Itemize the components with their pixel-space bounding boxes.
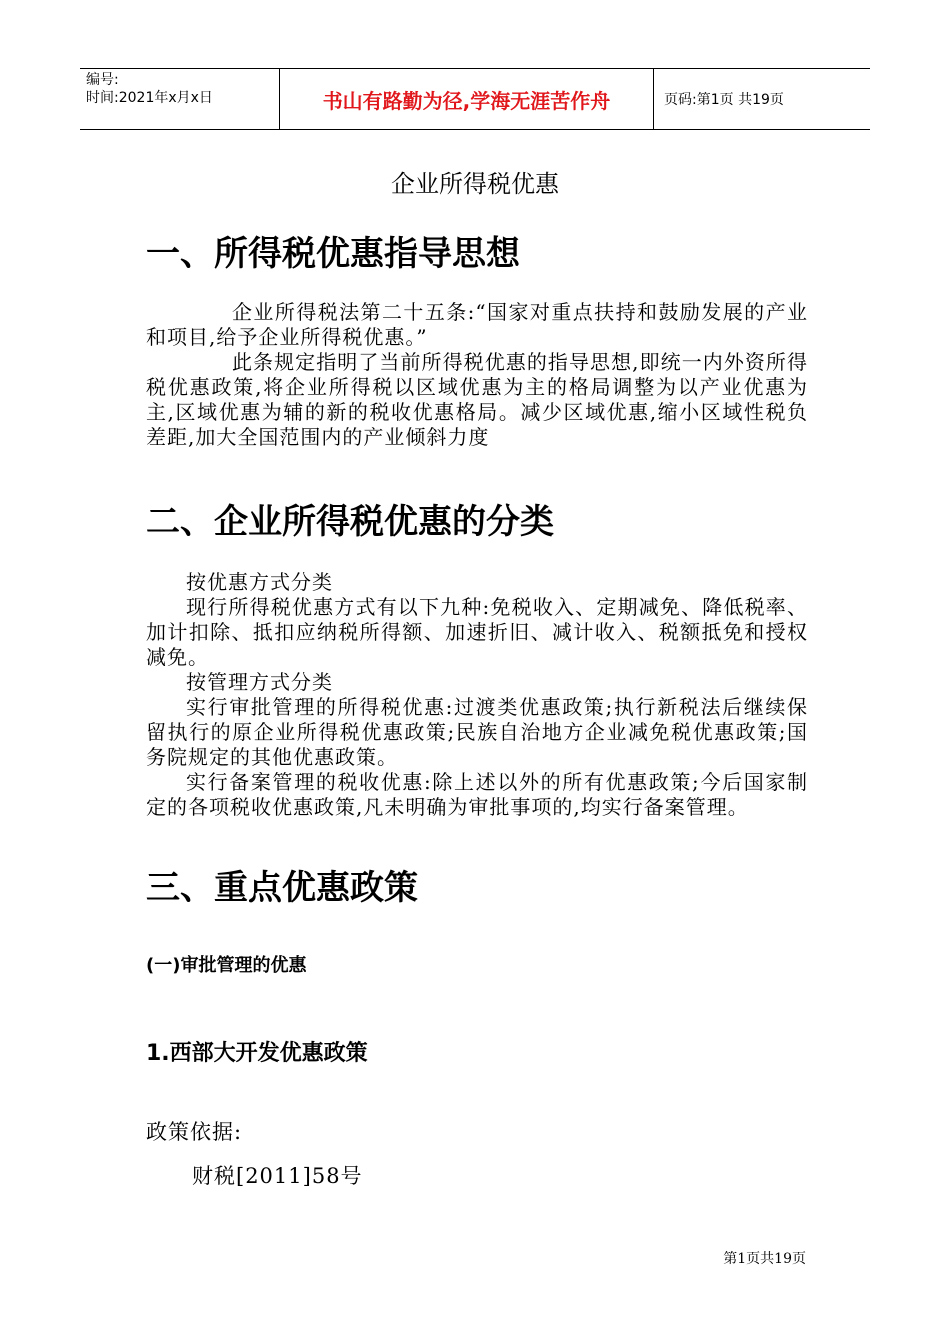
header-meta-cell [80, 69, 280, 129]
paragraph-law-article: 企业所得税法第二十五条:“国家对重点扶持和鼓励发展的产业和项目,给予企业所得税优惠。” [146, 300, 808, 349]
page-footer: 第1页共19页 [723, 1251, 806, 1267]
item-heading-western-development: 1.西部大开发优惠政策 [146, 1041, 368, 1066]
header-page-info: 页码:第1页 共19页 [664, 92, 784, 108]
serial-label: 编号: [86, 72, 119, 88]
paragraph-nine-methods: 现行所得税优惠方式有以下九种:免税收入、定期减免、降低税率、加计扣除、抵扣应纳税所得额、加速折旧、减计收入、税额抵免和授权减免。 [146, 595, 808, 669]
policy-basis-value: 财税[2011]58号 [192, 1164, 363, 1188]
header-motto: 书山有路勤为径,学海无涯苦作舟 [280, 69, 654, 129]
paragraph-guiding-idea: 此条规定指明了当前所得税优惠的指导思想,即统一内外资所得税优惠政策,将企业所得税以区域优惠为主的格局调整为以产业优惠为主,区域优惠为辅的新的税收优惠格局。减少区域优惠,缩小区域性税负差距,加大全国范围内的产业倾斜力度 [146, 350, 808, 449]
policy-basis-label: 政策依据: [146, 1120, 243, 1144]
subheading-approval: (一)审批管理的优惠 [146, 955, 307, 976]
section-heading-3: 三、重点优惠政策 [146, 868, 418, 908]
page-header [80, 68, 870, 130]
paragraph-approval-management: 实行审批管理的所得税优惠:过渡类优惠政策;执行新税法后继续保留执行的原企业所得税优惠政策;民族自治地方企业减免税优惠政策;国务院规定的其他优惠政策。 [146, 695, 808, 769]
section-heading-1: 一、所得税优惠指导思想 [146, 234, 520, 274]
section-heading-2: 二、企业所得税优惠的分类 [146, 502, 554, 542]
paragraph-filing-management: 实行备案管理的税收优惠:除上述以外的所有优惠政策;今后国家制定的各项税收优惠政策,凡未明确为审批事项的,均实行备案管理。 [146, 770, 808, 819]
paragraph-by-management: 按管理方式分类 [186, 670, 333, 694]
document-title: 企业所得税优惠 [391, 170, 559, 198]
paragraph-by-method: 按优惠方式分类 [186, 570, 333, 594]
time-label: 时间:2021年x月x日 [86, 90, 213, 106]
